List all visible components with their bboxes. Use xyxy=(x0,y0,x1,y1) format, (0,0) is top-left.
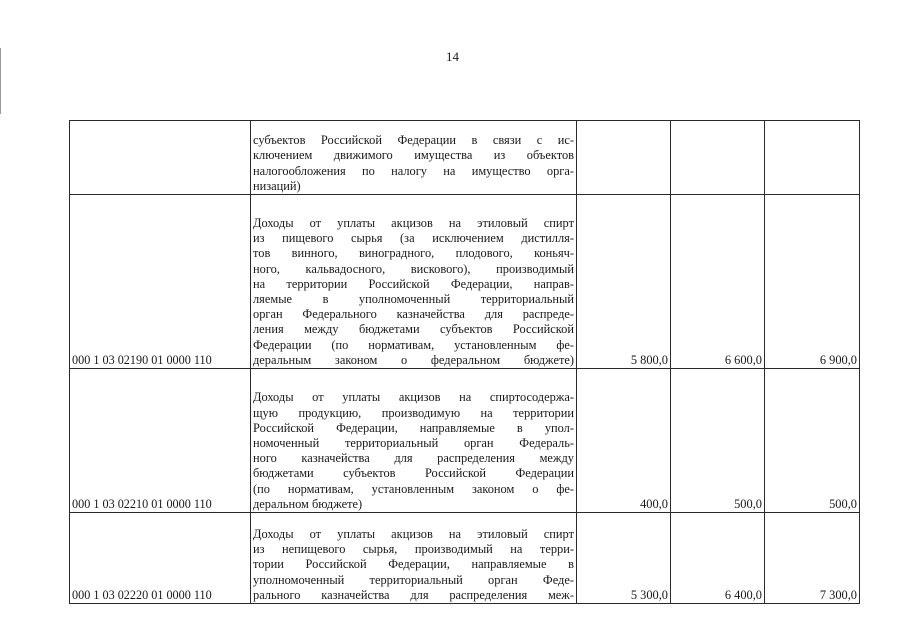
description-line: Доходы от уплаты акцизов на спиртосодержа- xyxy=(253,390,574,405)
amount-cell-2: 6 400,0 xyxy=(671,513,765,604)
description-line: на территории Российской Федерации, направ- xyxy=(253,276,574,291)
description-line: тов винного, виноградного, плодового, коньяч- xyxy=(253,246,574,261)
description-line: бюджетами субъектов Российской Федерации xyxy=(253,466,574,481)
amount-cell-1: 400,0 xyxy=(577,369,671,513)
description-line: Федерации (по нормативам, установленным фе- xyxy=(253,337,574,352)
description-line: Доходы от уплаты акцизов на этиловый спирт xyxy=(253,526,574,541)
amount-cell-1: 5 300,0 xyxy=(577,513,671,604)
amount-cell-1: 5 800,0 xyxy=(577,195,671,369)
amount-cell-3 xyxy=(765,121,860,195)
description-line: Доходы от уплаты акцизов на этиловый спирт xyxy=(253,215,574,230)
page-number: 14 xyxy=(446,49,459,64)
description-line: номоченный территориальный орган Федераль- xyxy=(253,435,574,450)
amount-cell-3: 6 900,0 xyxy=(765,195,860,369)
description-line: налогообложения по налогу на имущество орга- xyxy=(253,163,574,178)
amount-cell-1 xyxy=(577,121,671,195)
amount-cell-2: 500,0 xyxy=(671,369,765,513)
budget-code-cell: 000 1 03 02210 01 0000 110 xyxy=(70,369,251,513)
description-line: низаций) xyxy=(253,178,301,193)
description-line: субъектов Российской Федерации в связи с ис- xyxy=(253,133,574,148)
description-line: ления между бюджетами субъектов Российской xyxy=(253,322,574,337)
table-row xyxy=(70,121,860,195)
budget-code-cell xyxy=(70,121,251,195)
description-line: рального казначейства для распределения меж- xyxy=(253,587,574,602)
description-cell xyxy=(251,369,577,513)
description-line: ляемые в уполномоченный территориальный xyxy=(253,291,574,306)
description-line: ного, кальвадосного, вискового), производимый xyxy=(253,261,574,276)
description-line: тории Российской Федерации, направляемые в xyxy=(253,557,574,572)
description-cell xyxy=(251,121,577,195)
description-line: (по нормативам, установленным законом о фе- xyxy=(253,481,574,496)
description-line: ного казначейства для распределения между xyxy=(253,451,574,466)
budget-code-cell: 000 1 03 02220 01 0000 110 xyxy=(70,513,251,604)
description-line: ключением движимого имущества из объектов xyxy=(253,148,574,163)
amount-cell-3: 500,0 xyxy=(765,369,860,513)
amount-cell-2 xyxy=(671,121,765,195)
description-line: уполномоченный территориальный орган Феде- xyxy=(253,572,574,587)
revenue-table xyxy=(69,120,860,604)
table-row xyxy=(70,513,860,604)
table-row xyxy=(70,369,860,513)
description-line: из непищевого сырья, производимый на терри- xyxy=(253,542,574,557)
budget-code-cell: 000 1 03 02190 01 0000 110 xyxy=(70,195,251,369)
description-line: орган Федерального казначейства для распреде- xyxy=(253,307,574,322)
amount-cell-2: 6 600,0 xyxy=(671,195,765,369)
amount-cell-3: 7 300,0 xyxy=(765,513,860,604)
description-line: щую продукцию, производимую на территории xyxy=(253,405,574,420)
description-line: Российской Федерации, направляемые в упол- xyxy=(253,420,574,435)
description-line: из пищевого сырья (за исключением дистилля- xyxy=(253,231,574,246)
description-line: деральном бюджете) xyxy=(253,496,363,511)
description-line: деральным законом о федеральном бюджете) xyxy=(253,352,574,367)
table-row xyxy=(70,195,860,369)
description-cell xyxy=(251,195,577,369)
description-cell xyxy=(251,513,577,604)
